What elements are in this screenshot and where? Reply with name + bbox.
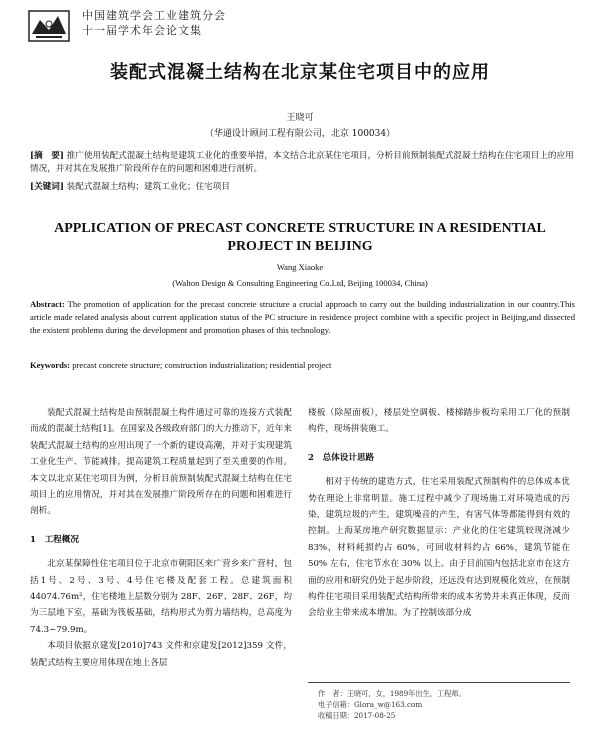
keywords-cn-text: 装配式混凝土结构；建筑工业化；住宅项目 [66, 182, 230, 192]
affiliation-cn: （华通设计顾问工程有限公司，北京 100034） [204, 129, 396, 139]
footnote [318, 688, 466, 721]
body-paragraph: 相对于传统的建造方式，住宅采用装配式预制构件的总体成本优势在理论上非常明显。施工过程中减少了现场施工对环境造成的污染，建筑垃圾的产生，建筑噪音的产生，有害气体等都能得到有效的控制。上海某房地产研究数据显示：产业化的住宅建筑较现浇减少 83%，材料耗损约占 60%，可回收材料约占 66%，建筑节能在 50% 左右，住宅节水在 30% 以上。由于目前国内包括北京市在这方面的应用和研究仍处于起步阶段，还远没有达到规模化效应，在预制构件住宅项目采用装配式结构所带来的成本劣势并未真正体现，反而会给业主带来成本增加。为了控制该部分成 [308, 477, 570, 619]
abstract-cn-label: [摘 要] [30, 151, 64, 161]
body-left-column [30, 405, 292, 671]
paper-title-cn: 装配式混凝土结构在北京某住宅项目中的应用 [110, 62, 490, 83]
footnote-author: 作 者：王晓可，女，1989年出生，工程师。 [318, 689, 466, 698]
abstract-en-label: Abstract: [30, 299, 65, 309]
keywords-en-text: precast concrete structure; construction industrialization; residential project [72, 360, 332, 370]
body-right-column [308, 405, 570, 622]
org-line-2: 十一届学术年会论文集 [82, 24, 202, 37]
author-cn: 王晓可 [286, 113, 314, 123]
abstract-en-text: The promotion of application for the precast concrete structure a crucial approach to carry out the building industrialization in our country.This article made related analysis about current application status of the PC structure in residence project combine with a specific project in Beijing,and dissected the existent problems during the development and promotion phases of this technology. [30, 299, 575, 335]
affiliation-en: (Walton Design & Consulting Engineering Co.Ltd, Beijing 100034, China) [172, 278, 428, 288]
body-paragraph: 北京某保障性住宅项目位于北京市朝阳区来广营乡来广营村，包括1号、2号、3号、4号住宅楼及配套工程。总建筑面积 44074.76m²，住宅楼地上层数分别为 28F、26F、28F、26F，均为三层地下室，基础为筏板基础，结构形式为剪力墙结构，总高度为 74.3~79.9m。 [30, 559, 292, 635]
body-paragraph: 楼板（除屋面板），楼层处空调板、楼梯踏步板均采用工厂化的预制构件，现场拼装施工。 [308, 408, 570, 435]
org-line-1: 中国建筑学会工业建筑分会 [82, 9, 226, 22]
section-heading-2: 2 总体设计思路 [308, 452, 375, 463]
author-en: Wang Xiaoke [276, 262, 324, 272]
body-paragraph: 装配式混凝土结构是由预制混凝土构件通过可靠的连接方式装配而成的混凝土结构[1]。在国家及各级政府部门的大力推动下，近年来装配式混凝土结构的应用出现了一个新的建设高潮，并对于实现建筑工业化生产、节能减排，提高建筑工程质量起到了至关重要的作用。本文以北京某住宅项目为例，分析目前预制装配式混凝土结构在住宅项目上的应用情况，并对其在发展推广阶段所存在的问题和困难进行剖析。 [30, 408, 292, 517]
section-heading-1: 1 工程概况 [30, 534, 79, 545]
body-paragraph: 本项目依据京建发[2010]743 文件和京建发[2012]359 文件，装配式结构主要应用体现在地上各层 [30, 641, 292, 668]
keywords-cn [30, 180, 575, 192]
society-logo-icon [28, 10, 70, 42]
footnote-received-date: 收稿日期：2017-08-25 [318, 711, 396, 720]
keywords-en-label: Keywords: [30, 360, 71, 370]
footnote-divider [308, 682, 570, 683]
footnote-email: 电子信箱：Glora_w@163.com [318, 700, 423, 709]
paper-title-en: APPLICATION OF PRECAST CONCRETE STRUCTURE IN A RESIDENTIAL PROJECT IN BEIJING [54, 221, 546, 254]
journal-header [82, 8, 226, 38]
keywords-cn-label: [关键词] [30, 182, 64, 192]
abstract-cn-text: 推广使用装配式混凝土结构是建筑工业化的重要举措，本文结合北京某住宅项目，分析目前预制装配式混凝土结构在住宅项目上的应用情况，并对其在发展推广阶段所存在的问题和困难进行剖析。 [30, 151, 574, 174]
abstract-en [30, 298, 575, 336]
keywords-en [30, 360, 575, 370]
abstract-cn [30, 150, 575, 176]
